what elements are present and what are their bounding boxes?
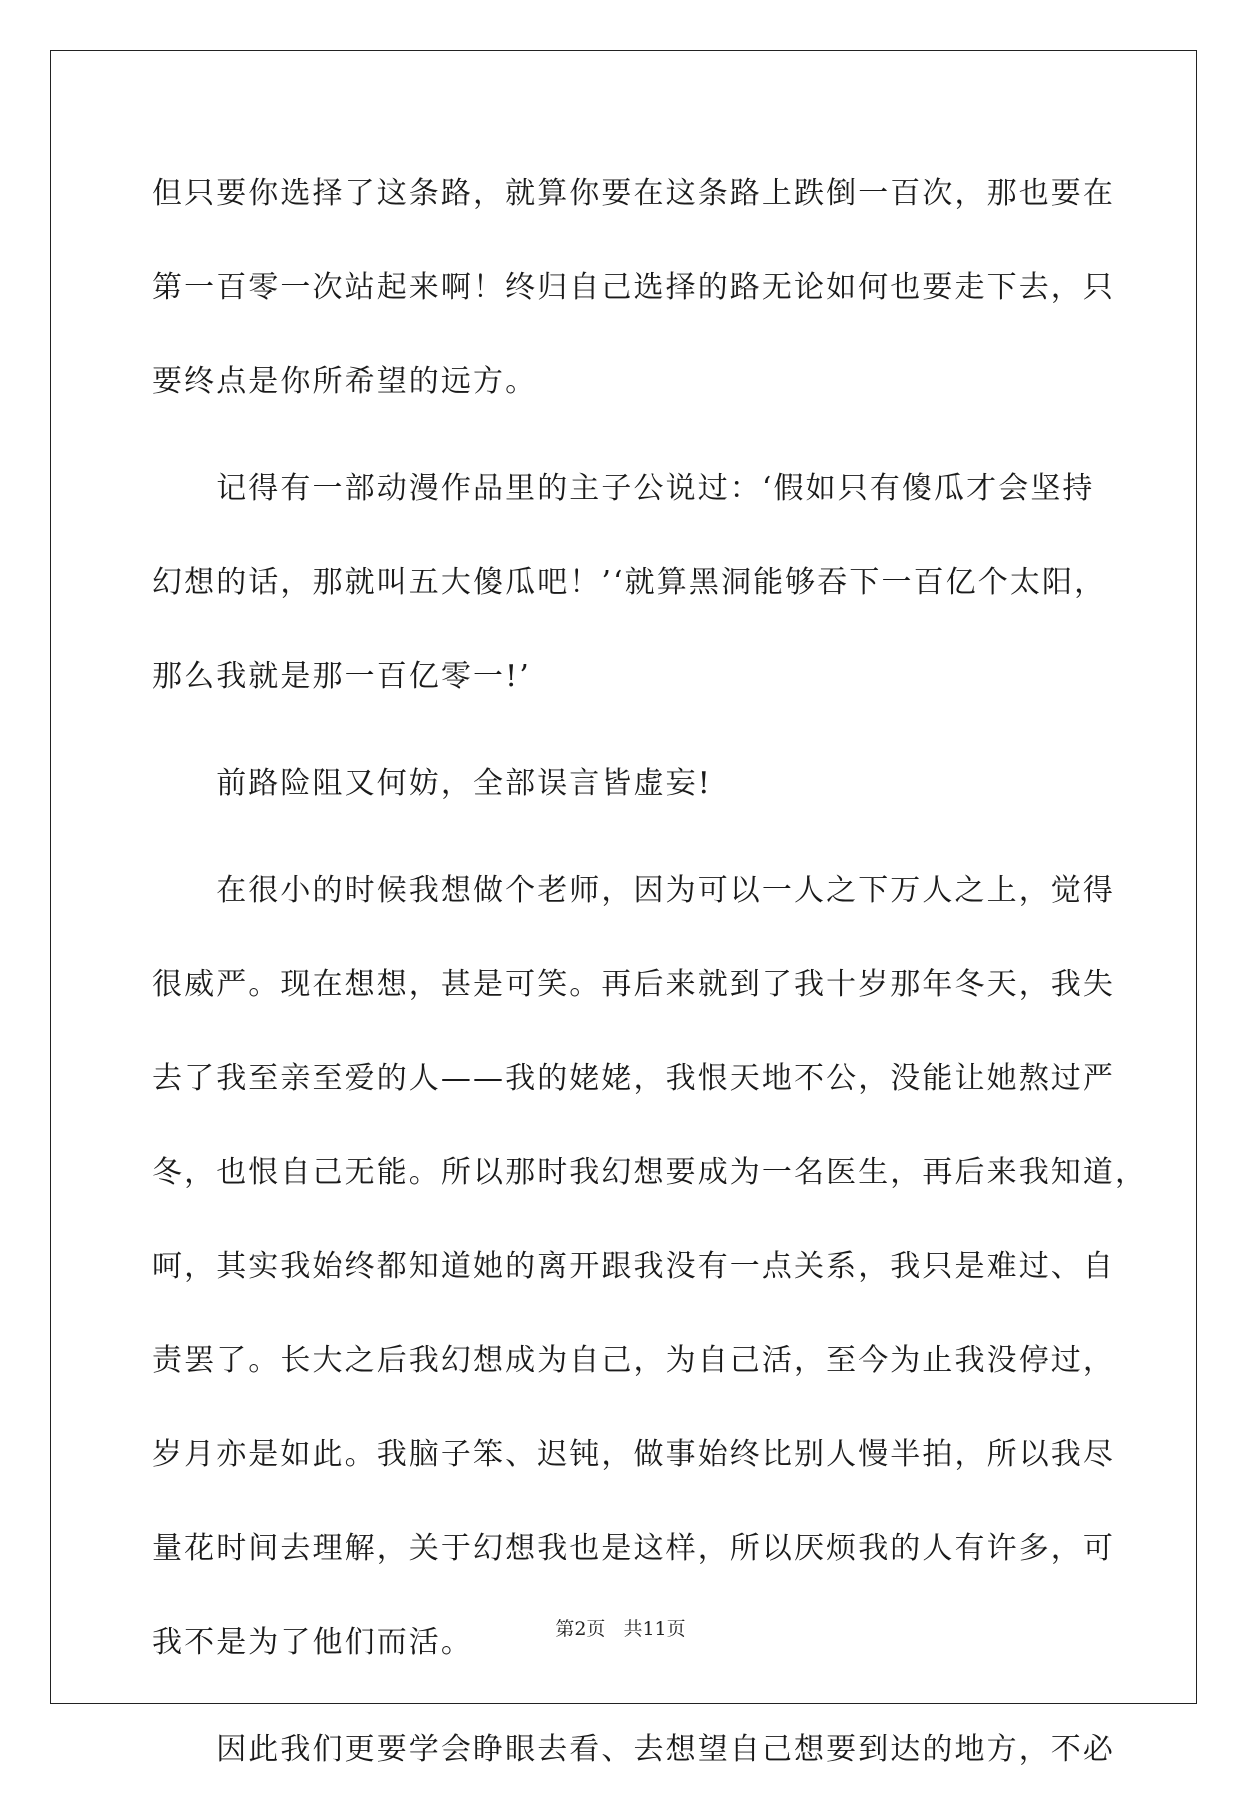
page-total: 共11页 xyxy=(623,1618,686,1640)
text-line: 因此我们更要学会睁眼去看、去想望自己想要到达的地方，不必 xyxy=(152,1732,1115,1767)
text-line: 责罢了。长大之后我幻想成为自己，为自己活，至今为止我没停过， xyxy=(152,1343,1115,1378)
text-line: 在很小的时候我想做个老师，因为可以一人之下万人之上，觉得 xyxy=(152,873,1115,908)
text-line: 呵，其实我始终都知道她的离开跟我没有一点关系，我只是难过、自 xyxy=(152,1249,1115,1284)
page-number: 第2页 xyxy=(555,1618,606,1640)
text-line: 岁月亦是如此。我脑子笨、迟钝，做事始终比别人慢半拍，所以我尽 xyxy=(152,1437,1115,1472)
text-line: 量花时间去理解，关于幻想我也是这样，所以厌烦我的人有许多，可 xyxy=(152,1531,1115,1566)
text-line: 冬，也恨自己无能。所以那时我幻想要成为一名医生，再后来我知道， xyxy=(152,1155,1148,1190)
text-line: 那么我就是那一百亿零一!’ xyxy=(152,659,531,694)
text-line: 很威严。现在想想，甚是可笑。再后来就到了我十岁那年冬天，我失 xyxy=(152,967,1115,1002)
text-line: 记得有一部动漫作品里的主子公说过：‘假如只有傻瓜才会坚持 xyxy=(152,471,1095,506)
text-line: 我不是为了他们而活。 xyxy=(152,1625,473,1660)
text-line: 幻想的话，那就叫五大傻瓜吧！’‘就算黑洞能够吞下一百亿个太阳， xyxy=(152,565,1107,600)
text-line: 第一百零一次站起来啊！终归自己选择的路无论如何也要走下去，只 xyxy=(152,270,1115,305)
text-line: 要终点是你所希望的远方。 xyxy=(152,364,538,399)
text-line: 但只要你选择了这条路，就算你要在这条路上跌倒一百次，那也要在 xyxy=(152,176,1115,211)
text-line: 去了我至亲至爱的人——我的姥姥，我恨天地不公，没能让她熬过严 xyxy=(152,1061,1115,1096)
text-line: 前路险阻又何妨，全部误言皆虚妄! xyxy=(152,766,712,801)
page-footer xyxy=(0,1614,1241,1641)
document-body xyxy=(152,163,1148,1813)
